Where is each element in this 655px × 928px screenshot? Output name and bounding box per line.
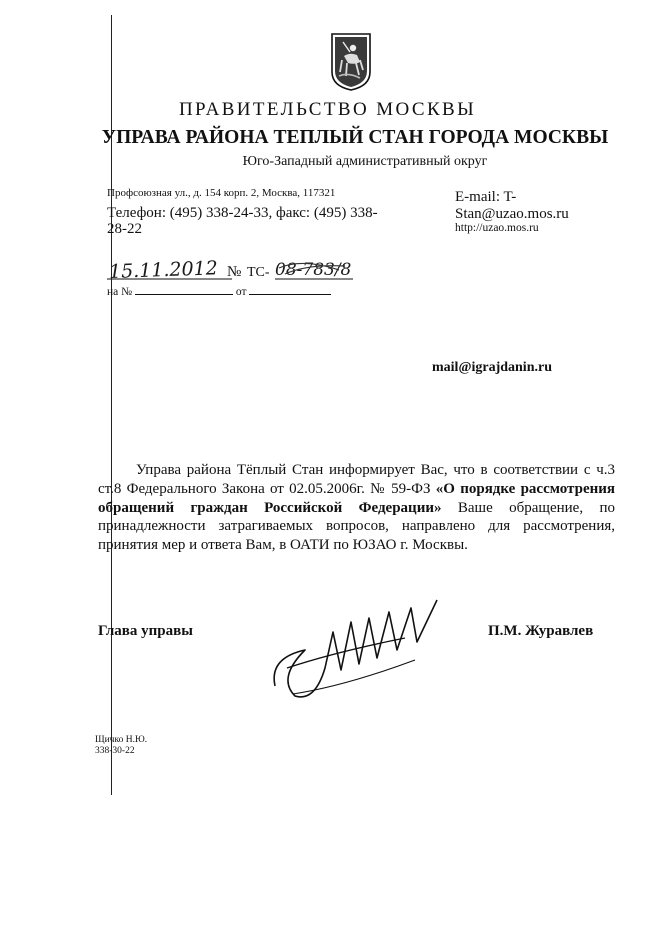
ref-from-blank (249, 284, 331, 295)
ref-no-blank (135, 284, 233, 295)
address-text: Профсоюзная ул., д. 154 корп. 2, Москва, 117321 (107, 187, 336, 199)
number-sign: № (227, 264, 242, 280)
handwritten-signature (265, 598, 445, 706)
executor-name: Щичко Н.Ю. (95, 735, 148, 745)
district-subtitle: Юго-Западный административный округ (242, 154, 488, 169)
ref-from-label: от (235, 286, 247, 298)
signatory-title: Глава управы (98, 623, 193, 639)
number-code: ТС- (247, 265, 270, 280)
signatory-name: П.М. Журавлев (488, 623, 594, 639)
law-title: «О порядке рассмотрения обращений граждан Российской Федерации» (98, 480, 616, 516)
email-text: E-mail: T-Stan@uzao.mos.ru (455, 189, 569, 222)
executor-info (95, 735, 147, 757)
website-text: http://uzao.mos.ru (455, 222, 539, 234)
executor-phone: 338-30-22 (95, 746, 135, 756)
registration-date-handwritten: 15.11.2012 (108, 257, 219, 284)
moscow-coat-of-arms-icon (330, 32, 372, 92)
body-text-part-2: Ваше обращение, по принадлежности затрагиваемых вопросов, направлено для рассмотрения, принятия мер и ответа Вам, в ОАТИ по ЮЗАО г. Москвы. (98, 499, 615, 554)
reference-line (107, 284, 331, 298)
body-paragraph (98, 461, 615, 555)
organization-title: УПРАВА РАЙОНА ТЕПЛЫЙ СТАН ГОРОДА МОСКВЫ (101, 127, 609, 148)
registration-number-handwritten: 08-783/8 (275, 260, 352, 280)
phone-fax-text: Телефон: (495) 338-24-33, факс: (495) 338-28-22 (107, 205, 378, 237)
body-text-part-1: Управа района Тёплый Стан информирует Вас, что в соответствии с ч.3 ст.8 Федерального Закона от 02.05.2006г. № 59-ФЗ (98, 462, 615, 497)
government-title: ПРАВИТЕЛЬСТВО МОСКВЫ (178, 99, 477, 120)
ref-no-label: на № (107, 286, 133, 298)
recipient-email: mail@igrajdanin.ru (432, 360, 552, 375)
registration-number-line (107, 256, 367, 284)
